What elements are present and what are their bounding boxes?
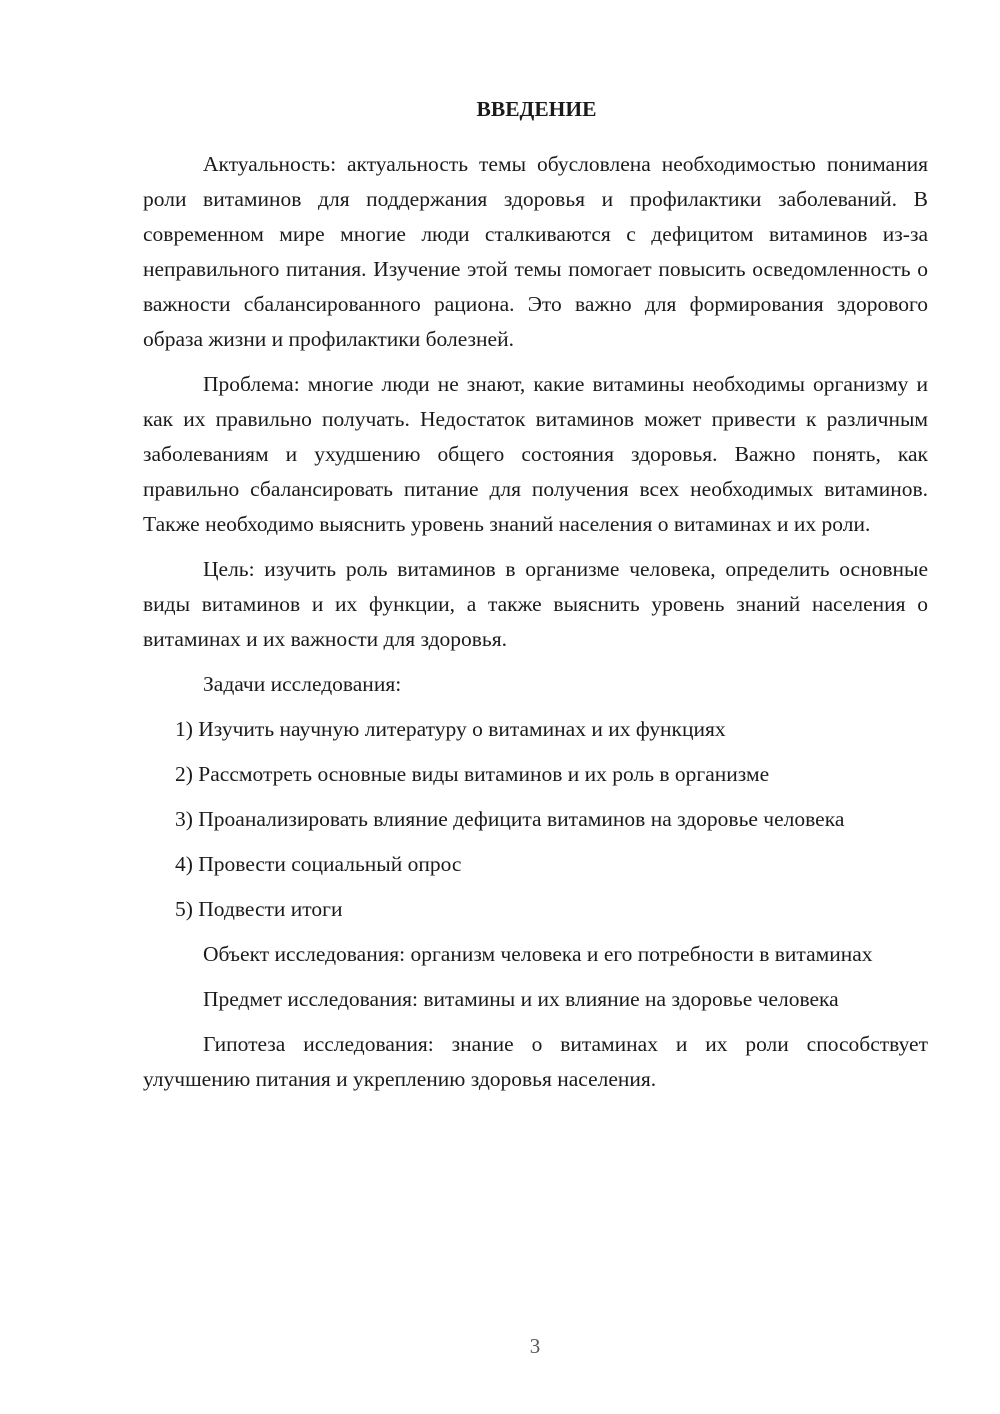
relevance-paragraph: Актуальность: актуальность темы обусловлена необходимостью понимания роли витаминов для поддержания здоровья и профилактики заболеваний. В современном мире многие люди сталкиваются с дефицитом витаминов из-за неправильного питания. Изучение этой темы помогает повысить осведомленность о важности сбалансированного рациона. Это важно для формирования здорового образа жизни и профилактики болезней. [143, 152, 928, 351]
task-item-1: 1) Изучить научную литературу о витаминах и их функциях [175, 717, 726, 741]
tasks-heading: Задачи исследования: [203, 672, 402, 696]
task-item-3: 3) Проанализировать влияние дефицита витаминов на здоровье человека [175, 807, 845, 831]
problem-paragraph: Проблема: многие люди не знают, какие витамины необходимы организму и как их правильно получать. Недостаток витаминов может привести к различным заболеваниям и ухудшению общего состояния здоровья. Важно понять, как правильно сбалансировать питание для получения всех необходимых витаминов. Также необходимо выяснить уровень знаний населения о витаминах и их роли. [143, 372, 928, 536]
document-page [143, 92, 928, 1107]
task-item-4: 4) Провести социальный опрос [175, 852, 462, 876]
task-item-2: 2) Рассмотреть основные виды витаминов и их роль в организме [175, 762, 770, 786]
subject-paragraph: Предмет исследования: витамины и их влияние на здоровье человека [203, 987, 839, 1011]
page-number: 3 [529, 1334, 541, 1358]
task-item-5: 5) Подвести итоги [175, 897, 343, 921]
object-paragraph: Объект исследования: организм человека и его потребности в витаминах [203, 942, 873, 966]
page-title: ВВЕДЕНИЕ [476, 97, 597, 121]
task-list [143, 712, 928, 927]
hypothesis-paragraph: Гипотеза исследования: знание о витаминах и их роли способствует улучшению питания и укреплению здоровья населения. [143, 1032, 928, 1091]
goal-paragraph: Цель: изучить роль витаминов в организме человека, определить основные виды витаминов и их функции, а также выяснить уровень знаний населения о витаминах и их важности для здоровья. [143, 557, 928, 651]
